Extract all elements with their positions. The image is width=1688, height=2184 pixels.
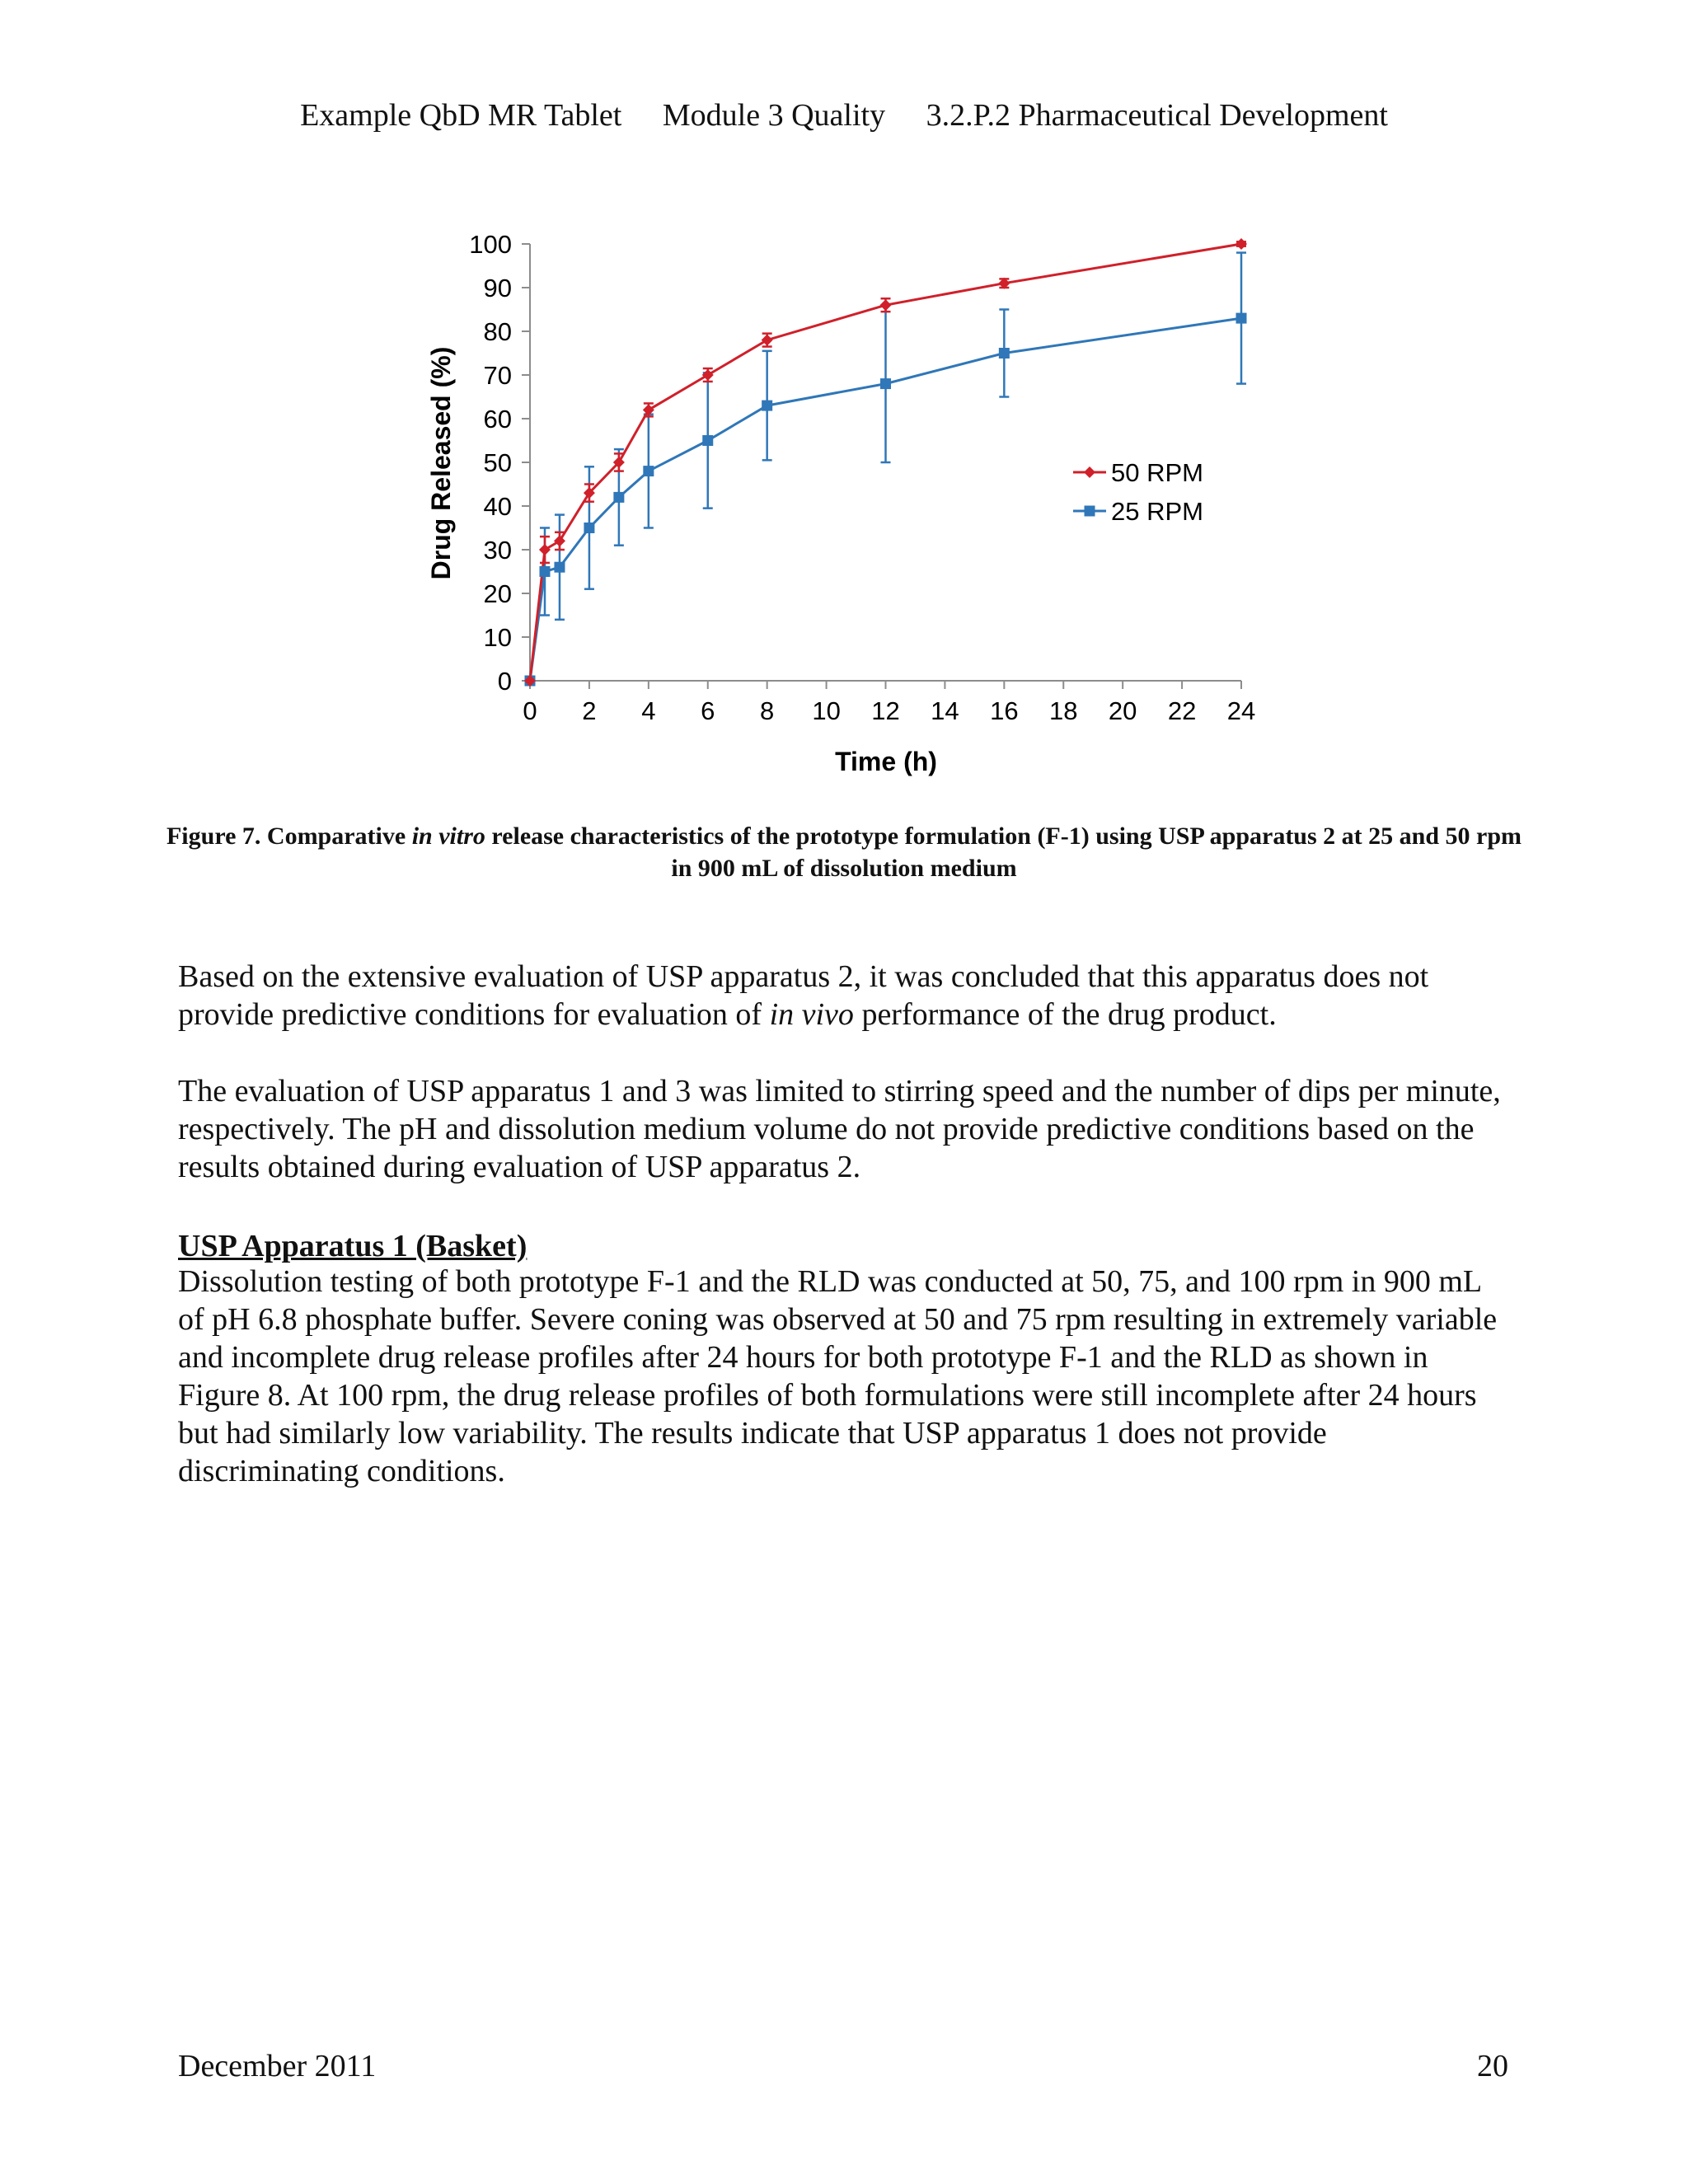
y-tick-label: 100 xyxy=(469,230,512,259)
x-tick-label: 18 xyxy=(1049,696,1078,725)
y-tick-label: 50 xyxy=(483,448,512,477)
data-point xyxy=(539,544,551,555)
header-module: Module 3 Quality xyxy=(662,98,886,133)
chart-x-label: Time (h) xyxy=(835,747,937,776)
x-tick-label: 24 xyxy=(1226,696,1256,725)
data-point xyxy=(643,466,654,476)
y-tick-label: 0 xyxy=(497,667,512,696)
x-tick-label: 8 xyxy=(760,696,775,725)
data-point xyxy=(1236,238,1247,250)
data-point xyxy=(702,435,713,446)
chart-legend xyxy=(1073,458,1203,526)
page-number: 20 xyxy=(1477,2049,1508,2083)
x-tick-label: 14 xyxy=(931,696,959,725)
data-point xyxy=(584,523,594,533)
caption-prefix: Figure 7. Comparative xyxy=(166,823,412,850)
x-tick-label: 10 xyxy=(812,696,841,725)
data-point xyxy=(880,378,891,389)
figure-caption xyxy=(165,820,1523,884)
data-point xyxy=(554,562,565,573)
x-tick-label: 16 xyxy=(990,696,1019,725)
chart-error-bars xyxy=(540,241,1246,619)
data-point xyxy=(1236,313,1247,324)
para1-italic: in vivo xyxy=(769,997,854,1032)
legend-label: 50 RPM xyxy=(1111,458,1203,487)
dissolution-chart xyxy=(412,218,1286,795)
footer-date: December 2011 xyxy=(178,2049,377,2083)
data-point xyxy=(554,535,565,546)
data-point xyxy=(999,348,1010,359)
data-point xyxy=(762,401,772,411)
section-heading: USP Apparatus 1 (Basket) xyxy=(178,1229,528,1263)
paragraph-basket-results: Dissolution testing of both prototype F-1 and the RLD was conducted at 50, 75, and 100 rpm in 900 mL of pH 6.8 phosphate buffer. Severe coning was observed at 50 and 75 rpm resulting in extremely variable and incomplete drug release profiles after 24 hours for both prototype F-1 and the RLD as shown in Figure 8. At 100 rpm, the drug release profiles of both formulations were still incomplete after 24 hours but had similarly low variability. The results indicate that USP apparatus 1 does not provide discriminating conditions. xyxy=(178,1264,1498,1488)
x-tick-label: 20 xyxy=(1108,696,1137,725)
page-header xyxy=(0,97,1688,134)
y-tick-label: 30 xyxy=(483,536,512,565)
header-doc-title: Example QbD MR Tablet xyxy=(300,98,622,133)
caption-suffix: release characteristics of the prototype formulation (F-1) using USP apparatus 2 at 25 and 50 rpm in 900 mL of dissolution medium xyxy=(485,823,1522,882)
data-point xyxy=(702,369,714,381)
paragraph-apparatus1-3-evaluation: The evaluation of USP apparatus 1 and 3 was limited to stirring speed and the number of dips per minute, respectively. The pH and dissolution medium volume do not provide predictive conditions based on the results obtained during evaluation of USP apparatus 2. xyxy=(178,1074,1501,1184)
para1-before: Based on the extensive evaluation of USP apparatus 2, it was concluded that this apparatus does not provide predictive conditions for evaluation of xyxy=(178,959,1429,1032)
x-tick-label: 4 xyxy=(641,696,656,725)
y-tick-label: 40 xyxy=(483,492,512,521)
header-section: 3.2.P.2 Pharmaceutical Development xyxy=(926,98,1388,133)
para1-after: performance of the drug product. xyxy=(853,997,1277,1032)
y-tick-label: 20 xyxy=(483,579,512,608)
data-point xyxy=(613,492,624,503)
data-point xyxy=(880,299,892,311)
x-tick-label: 2 xyxy=(582,696,597,725)
paragraph-apparatus2-conclusion xyxy=(178,958,1513,1033)
y-tick-label: 70 xyxy=(483,361,512,390)
caption-italic: in vitro xyxy=(411,823,485,850)
legend-marker xyxy=(1085,506,1095,517)
x-tick-label: 22 xyxy=(1167,696,1197,725)
data-point xyxy=(762,335,773,346)
legend-label: 25 RPM xyxy=(1111,497,1203,526)
y-tick-label: 60 xyxy=(483,405,512,434)
y-tick-label: 10 xyxy=(483,623,512,652)
legend-marker xyxy=(1084,466,1095,478)
y-tick-label: 80 xyxy=(483,317,512,346)
x-tick-label: 0 xyxy=(523,696,537,725)
chart-y-label: Drug Released (%) xyxy=(426,346,456,580)
x-tick-label: 12 xyxy=(871,696,900,725)
x-tick-label: 6 xyxy=(701,696,715,725)
data-point xyxy=(539,566,550,577)
y-tick-label: 90 xyxy=(483,274,512,302)
